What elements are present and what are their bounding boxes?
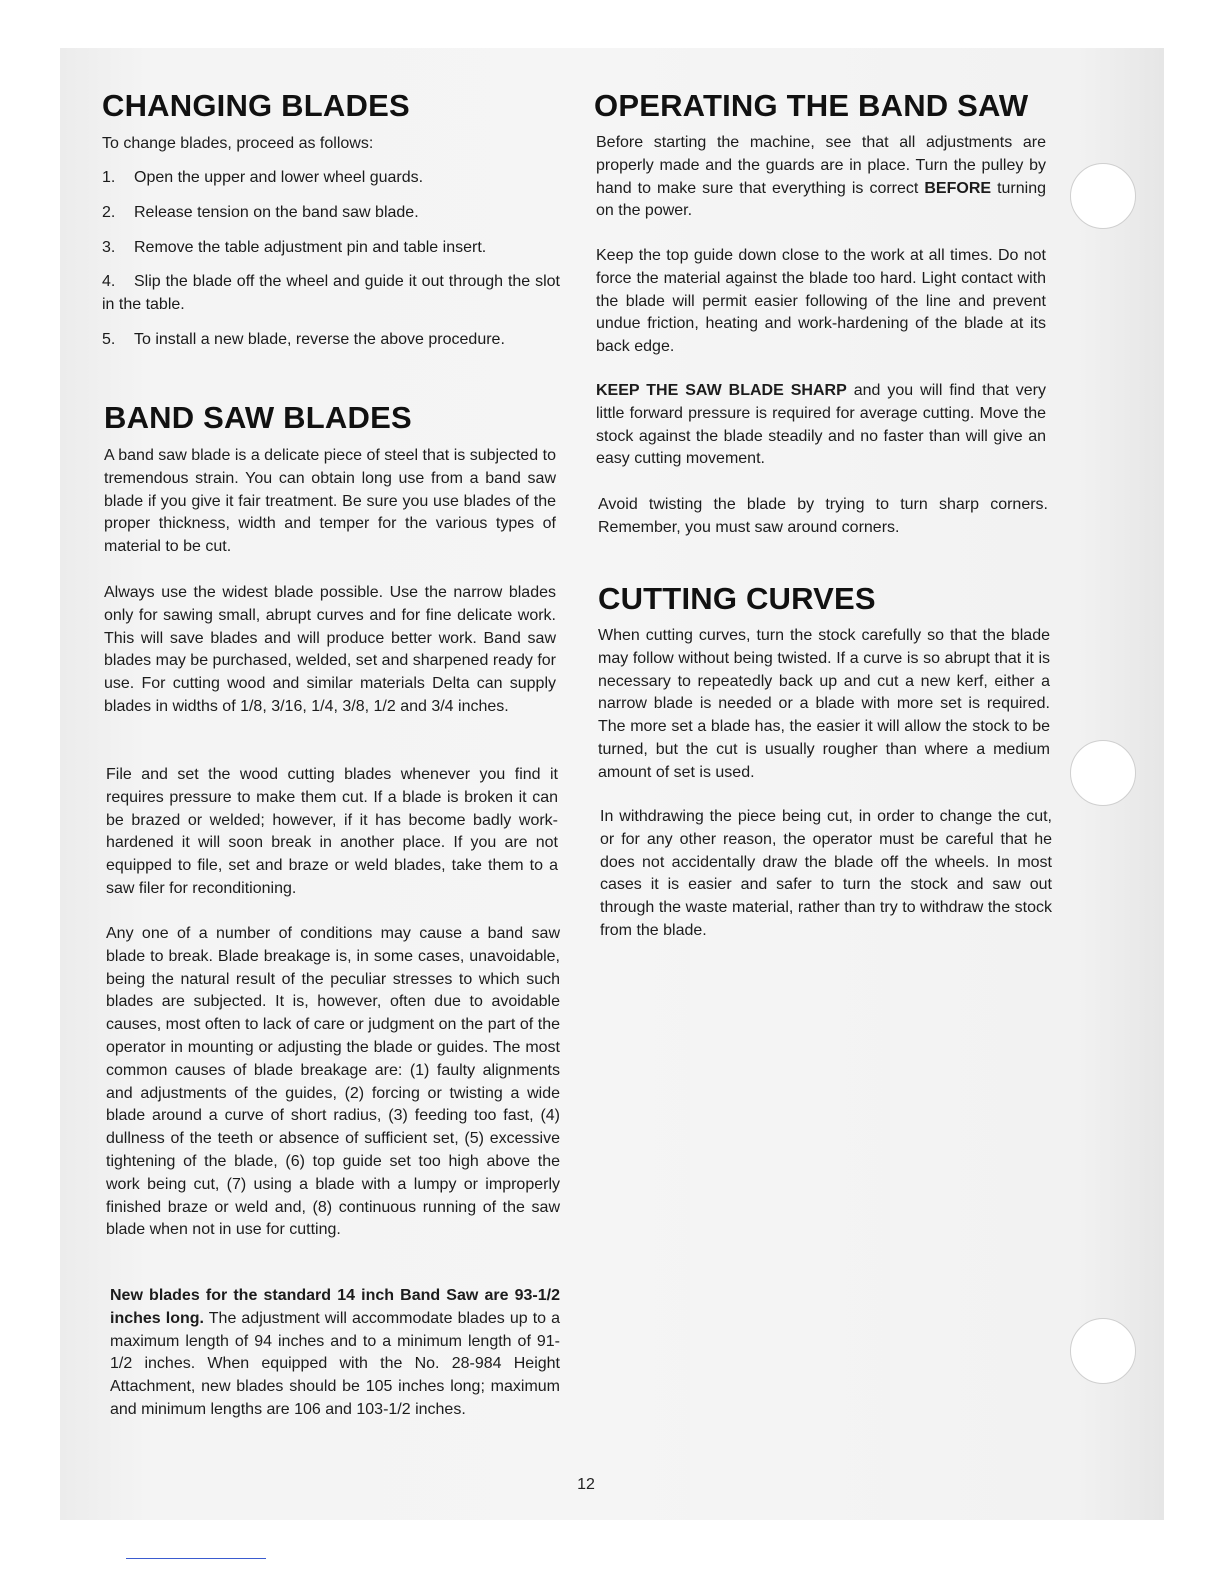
blades-length-note: New blades for the standard 14 inch Band Saw are 93-1/2 inches long. The adjustment will accommodate blades up to a maximum length of 94 inches and to a minimum length of 91-1/2 inches. When equipped with the No. 28-984 Height Attachment, new blades should be 105 inches long; maximum and minimum lengths are 106 and 103-1/2 inches. <box>110 1287 561 1418</box>
step-item: 5. To install a new blade, reverse the above procedure. <box>102 330 505 348</box>
changing-blades-heading: CHANGING BLADES <box>102 88 410 123</box>
operating-paragraph: Avoid twisting the blade by trying to turn sharp corners. Remember, you must saw around corners. <box>598 496 1048 536</box>
binder-hole <box>1070 740 1136 806</box>
footer-link-underline <box>126 1558 266 1559</box>
changing-blades-steps <box>102 167 560 352</box>
operating-paragraph: Keep the top guide down close to the work at all times. Do not force the material against the blade too hard. Light contact with the blade will permit easier following of the line and prevent undue friction, heating and work-hardening of the blade at its back edge. <box>596 247 1046 356</box>
step-item: 3. Remove the table adjustment pin and table insert. <box>102 238 487 256</box>
step-item: 4. Slip the blade off the wheel and guide it out through the slot in the table. <box>102 273 560 314</box>
step-item: 1. Open the upper and lower wheel guards. <box>102 169 424 186</box>
operating-heading: OPERATING THE BAND SAW <box>594 88 1029 123</box>
operating-paragraph: KEEP THE SAW BLADE SHARP and you will find that very little forward pressure is required for average cutting. Move the stock against the blade steadily and no faster than will give an easy cutting movement. <box>596 382 1047 468</box>
blades-paragraph: Any one of a number of conditions may cause a band saw blade to break. Blade breakage is, in some cases, unavoidable, being the natural result of the peculiar stresses to which such blades are subjected. It is, however, often due to avoidable causes, most often to lack of care or judgment on the part of the operator in mounting or adjusting the blade or guides. The most common causes of blade breakage are: (1) faulty alignments and adjustments of the guides, (2) forcing or twisting a wide blade around a curve of short radius, (3) feeding too fast, (4) dullness of the teeth or absence of sufficient set, (5) excessive tightening of the blade, (6) top guide set too high above the work being cut, (7) using a blade with a lumpy or improperly finished braze or weld and, (8) continuous running of the saw blade when not in use for cutting. <box>106 925 560 1239</box>
step-item: 2. Release tension on the band saw blade. <box>102 203 419 221</box>
cutting-curves-paragraph: In withdrawing the piece being cut, in order to change the cut, or for any other reason, the operator must be careful that he does not accidentally draw the blade off the wheels. In most cases it is easier and safer to turn the stock and saw out through the waste material, rather than try to withdraw the stock from the blade. <box>600 808 1052 939</box>
blades-paragraph: Always use the widest blade possible. Use the narrow blades only for sawing small, abrupt curves and for fine delicate work. This will save blades and will produce better work. Band saw blades may be purchased, welded, set and sharpened ready for use. For cutting wood and similar materials Delta can supply blades in widths of 1/8, 3/16, 1/4, 3/8, 1/2 and 3/4 inches. <box>104 584 556 715</box>
cutting-curves-paragraph: When cutting curves, turn the stock carefully so that the blade may follow without being twisted. If a curve is so abrupt that it is necessary to repeatedly back up and cut a new kerf, either a narrow blade is needed or a blade with more set is required. The more set a blade has, the easier it will allow the stock to be turned, but the cut is usually rougher than where a medium amount of set is used. <box>598 627 1050 781</box>
binder-hole <box>1070 1318 1136 1384</box>
blades-paragraph: A band saw blade is a delicate piece of steel that is subjected to tremendous strain. You can obtain long use from a band saw blade if you give it fair treatment. Be sure you use blades of the proper thickness, width and temper for the various types of material to be cut. <box>104 447 556 556</box>
blades-paragraph: File and set the wood cutting blades whenever you find it requires pressure to make them cut. If a blade is broken it can be brazed or welded; however, if it has become badly work-hardened it will soon break in another place. If you are not equipped to file, set and braze or weld blades, take them to a saw filer for reconditioning. <box>106 766 558 897</box>
cutting-curves-heading: CUTTING CURVES <box>598 581 876 616</box>
binder-hole <box>1070 163 1136 229</box>
band-saw-blades-heading: BAND SAW BLADES <box>104 400 412 435</box>
operating-paragraph: Before starting the machine, see that all adjustments are properly made and the guards are in place. Turn the pulley by hand to make sure that everything is correct BEFORE turning on the power. <box>596 134 1046 220</box>
changing-blades-intro: To change blades, proceed as follows: <box>102 135 374 152</box>
page-number: 12 <box>577 1476 595 1493</box>
